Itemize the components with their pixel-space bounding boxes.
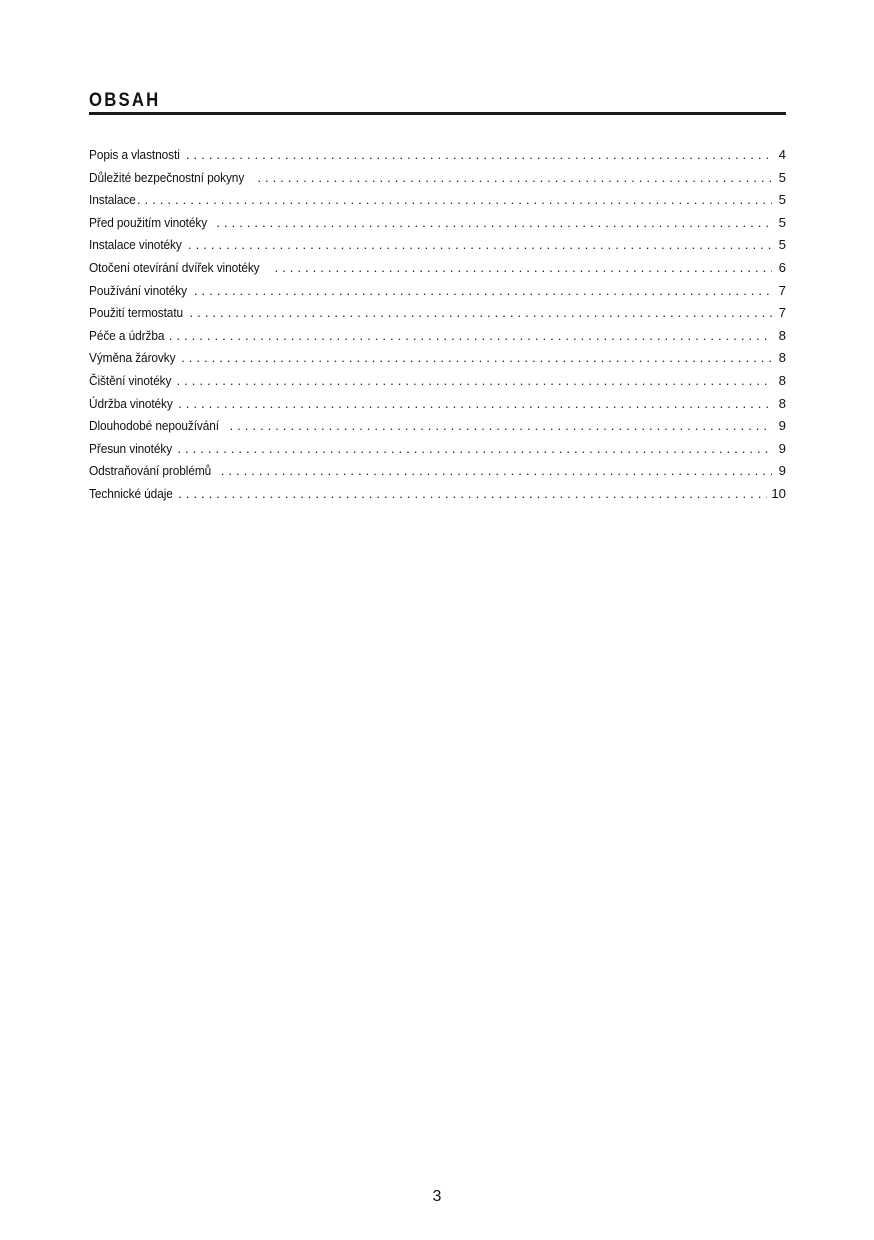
toc-entry-title: Před použitím vinotéky	[89, 214, 208, 230]
heading-title: OBSAH	[89, 90, 161, 111]
toc-dot-leader	[221, 460, 772, 483]
toc-entry-page: 9	[778, 463, 786, 479]
toc-entry[interactable]	[89, 438, 786, 461]
toc-entry-page: 8	[778, 395, 786, 411]
toc-entry-title: Použití termostatu	[89, 305, 184, 321]
toc-entry[interactable]	[89, 302, 786, 325]
toc-dot-leader	[177, 438, 772, 461]
toc-entry-title: Přesun vinotéky	[89, 440, 173, 456]
toc-dot-leader	[274, 257, 772, 280]
toc-entry-title: Dlouhodobé nepoužívání	[89, 418, 220, 434]
toc-dot-leader	[257, 167, 772, 190]
toc-entry-title: Důležité bezpečnostní pokyny	[89, 169, 245, 185]
table-of-contents	[89, 144, 786, 506]
toc-entry-title: Otočení otevírání dvířek vinotéky	[89, 259, 260, 275]
toc-entry[interactable]	[89, 460, 786, 483]
toc-entry-title: Instalace	[89, 192, 136, 208]
toc-entry-page: 5	[778, 237, 786, 253]
toc-dot-leader	[181, 347, 772, 370]
toc-entry-title: Popis a vlastnosti	[89, 147, 180, 162]
toc-entry-page: 7	[778, 305, 786, 321]
toc-entry[interactable]	[89, 325, 786, 348]
toc-dot-leader	[178, 483, 767, 506]
page-number: 3	[432, 1188, 442, 1205]
toc-dot-leader	[178, 393, 772, 416]
toc-entry-title: Čištění vinotéky	[89, 372, 172, 388]
toc-entry[interactable]	[89, 347, 786, 370]
toc-dot-leader	[216, 212, 772, 235]
toc-entry-page: 10	[771, 485, 786, 501]
toc-entry-title: Péče a údržba	[89, 327, 165, 343]
toc-entry-page: 6	[778, 259, 786, 275]
toc-entry[interactable]	[89, 415, 786, 438]
toc-entry-page: 4	[778, 147, 786, 162]
toc-entry-page: 5	[778, 192, 786, 208]
toc-entry[interactable]	[89, 483, 786, 506]
toc-entry-page: 8	[778, 372, 786, 388]
toc-entry[interactable]	[89, 257, 786, 280]
toc-entry[interactable]	[89, 212, 786, 235]
toc-entry-title: Instalace vinotéky	[89, 237, 182, 253]
toc-entry-page: 7	[778, 282, 786, 298]
toc-entry[interactable]	[89, 370, 786, 393]
toc-entry[interactable]	[89, 189, 786, 212]
toc-dot-leader	[177, 370, 773, 393]
toc-entry-title: Výměna žárovky	[89, 350, 176, 366]
toc-entry-page: 5	[778, 214, 786, 230]
toc-entry-title: Odstraňování problémů	[89, 463, 212, 479]
toc-dot-leader	[188, 234, 772, 257]
toc-dot-leader	[229, 415, 772, 438]
toc-entry[interactable]	[89, 144, 786, 167]
toc-dot-leader	[189, 302, 772, 325]
toc-entry-title: Technické údaje	[89, 485, 173, 501]
section-heading	[89, 88, 786, 115]
toc-entry-page: 9	[778, 440, 786, 456]
toc-entry-title: Používání vinotéky	[89, 282, 188, 298]
toc-dot-leader	[137, 189, 772, 212]
toc-entry-page: 9	[778, 418, 786, 434]
toc-entry[interactable]	[89, 234, 786, 257]
toc-entry-page: 8	[778, 350, 786, 366]
toc-dot-leader	[186, 144, 772, 167]
toc-dot-leader	[169, 325, 772, 348]
toc-entry-page: 5	[778, 169, 786, 185]
toc-dot-leader	[194, 280, 772, 303]
toc-entry-title: Údržba vinotéky	[89, 395, 173, 411]
toc-entry[interactable]	[89, 280, 786, 303]
toc-entry[interactable]	[89, 393, 786, 416]
toc-entry[interactable]	[89, 167, 786, 190]
toc-entry-page: 8	[778, 327, 786, 343]
